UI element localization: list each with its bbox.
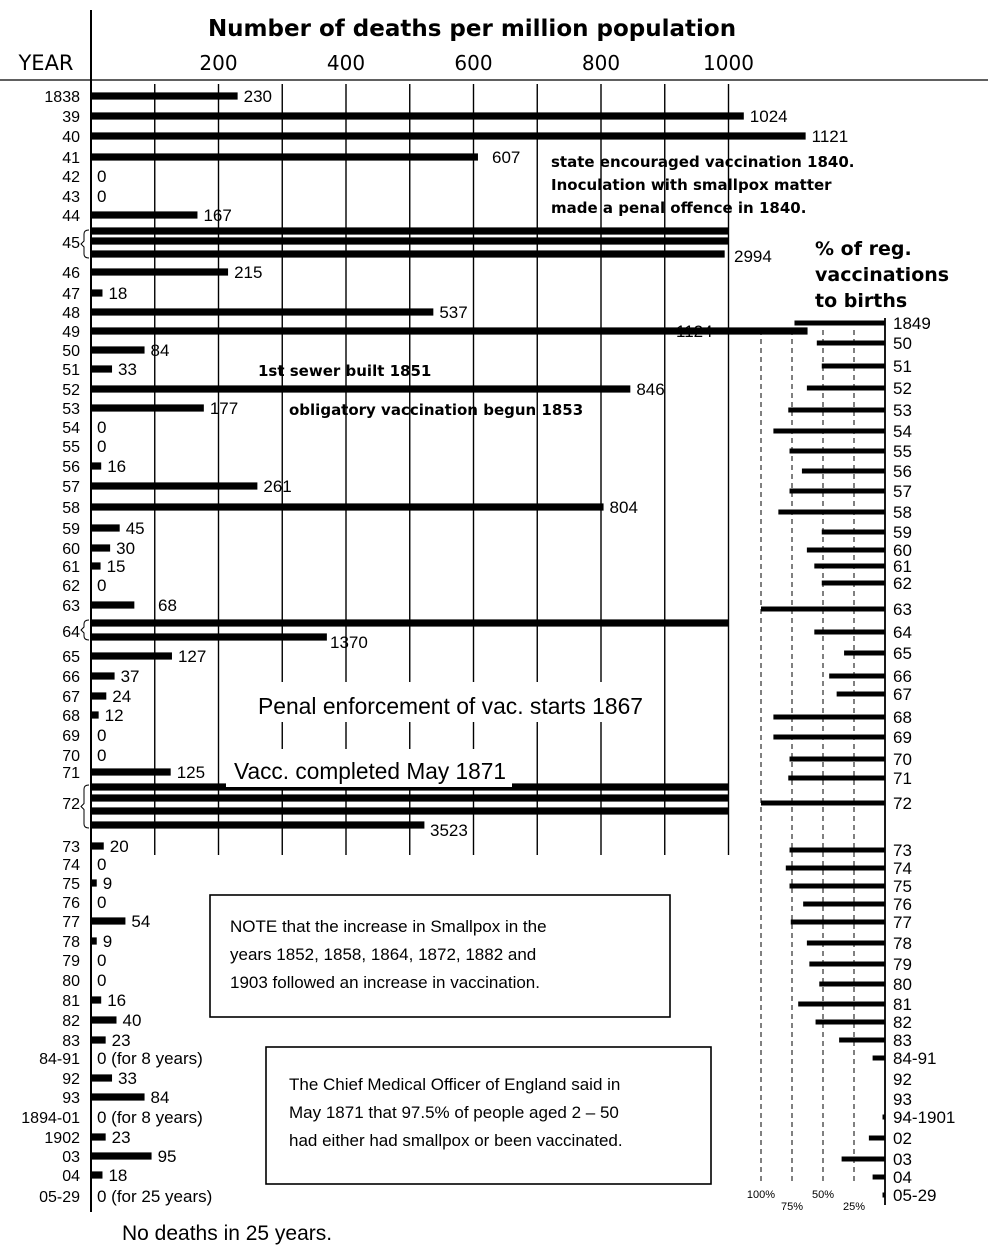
annotation-sewer-1851: 1st sewer built 1851	[258, 362, 432, 380]
vaccination-year-label-73: 73	[893, 841, 912, 860]
group-bracket-45	[81, 230, 89, 258]
year-label-84-91: 84-91	[39, 1051, 80, 1068]
vaccination-tick-75: 75%	[780, 1201, 804, 1213]
value-label-41: 607	[492, 148, 521, 167]
year-label-1838: 1838	[44, 89, 80, 106]
year-label-80: 80	[62, 973, 80, 990]
vaccination-year-label-68: 68	[893, 708, 912, 727]
year-label-71: 71	[62, 765, 80, 782]
vaccination-bar-63	[761, 607, 885, 612]
vaccination-year-label-04: 04	[893, 1168, 912, 1187]
year-label-79: 79	[62, 953, 80, 970]
bar-39	[91, 112, 744, 119]
value-label-50: 84	[150, 341, 170, 360]
bar-66	[91, 672, 115, 679]
vaccination-bar-60	[807, 548, 885, 553]
bar-41	[91, 153, 478, 160]
value-label-03: 95	[157, 1147, 177, 1166]
bar-60	[91, 544, 110, 551]
note-boxes	[210, 895, 711, 1184]
vaccination-year-label-51: 51	[893, 357, 912, 376]
vaccination-title-line: to births	[815, 290, 908, 312]
value-label-44: 167	[203, 206, 232, 225]
year-label-64: 64	[62, 624, 80, 641]
vaccination-year-label-60: 60	[893, 541, 912, 560]
year-label-44: 44	[62, 208, 80, 225]
value-label-74: 0	[97, 855, 107, 874]
value-label-76: 0	[97, 893, 107, 912]
bar-64	[91, 619, 729, 626]
year-label-48: 48	[62, 305, 80, 322]
bar-75	[91, 879, 97, 886]
vaccination-year-label-56: 56	[893, 462, 912, 481]
year-label-03: 03	[62, 1149, 80, 1166]
vaccination-year-label-53: 53	[893, 401, 912, 420]
value-label-75: 9	[102, 874, 113, 893]
vaccination-bar-71	[788, 776, 885, 781]
vaccination-year-label-58: 58	[893, 503, 912, 522]
value-label-39: 1024	[749, 107, 788, 126]
year-label-58: 58	[62, 500, 80, 517]
value-label-79: 0	[97, 951, 107, 970]
year-label-59: 59	[62, 521, 80, 538]
vaccination-year-label-65: 65	[893, 644, 912, 663]
value-label-40: 1121	[811, 127, 849, 146]
vaccination-year-label-71: 71	[893, 769, 912, 788]
vaccination-bar-82	[816, 1020, 885, 1025]
value-label-54: 0	[97, 418, 107, 437]
bar-68	[91, 711, 99, 718]
year-label-45: 45	[62, 235, 80, 252]
note-line-vaccination-increase: years 1852, 1858, 1864, 1872, 1882 and	[230, 945, 537, 964]
vaccination-bar-78	[807, 941, 885, 946]
value-label-1902: 23	[111, 1128, 131, 1147]
year-label-82: 82	[62, 1013, 80, 1030]
value-label-92: 33	[118, 1069, 137, 1088]
chart-title: Number of deaths per million population	[207, 16, 737, 42]
year-label-65: 65	[62, 649, 80, 666]
annotation-obligatory-1853: obligatory vaccination begun 1853	[289, 401, 584, 419]
year-label-39: 39	[62, 109, 80, 126]
vaccination-bar-83	[839, 1038, 885, 1043]
vaccination-tick-50: 50%	[811, 1189, 835, 1201]
year-label-78: 78	[62, 934, 80, 951]
value-label-84-91: 0 (for 8 years)	[97, 1049, 203, 1068]
x-tick-label-400: 400	[326, 51, 366, 75]
vaccination-year-label-78: 78	[893, 934, 912, 953]
bar-73	[91, 842, 104, 849]
value-label-70: 0	[97, 746, 107, 765]
vaccination-year-label-81: 81	[893, 995, 912, 1014]
x-tick-label-800: 800	[581, 51, 621, 75]
bar-04	[91, 1171, 102, 1178]
year-label-70: 70	[62, 748, 80, 765]
value-label-51: 33	[118, 360, 137, 379]
year-label-61: 61	[62, 559, 80, 576]
vaccination-title-line: vaccinations	[815, 264, 950, 286]
annotation-penal-enforcement-1867: Penal enforcement of vac. starts 1867	[258, 693, 643, 719]
vaccination-year-label-72: 72	[893, 794, 912, 813]
bar-92	[91, 1074, 112, 1081]
year-label-53: 53	[62, 401, 80, 418]
year-label-47: 47	[62, 286, 80, 303]
value-label-52: 846	[636, 380, 665, 399]
vaccination-bar-53	[788, 408, 885, 413]
value-label-73: 20	[109, 837, 129, 856]
value-label-80: 0	[97, 971, 107, 990]
annotation-vaccination-1840: state encouraged vaccination 1840.	[551, 153, 855, 171]
value-label-46: 215	[234, 263, 263, 282]
bar-72	[91, 821, 424, 828]
bar-45	[91, 250, 725, 257]
year-label-46: 46	[62, 265, 80, 282]
value-label-1838: 230	[243, 87, 272, 106]
vaccination-bar-69	[773, 735, 885, 740]
value-label-42: 0	[97, 167, 107, 186]
vaccination-bar-72	[761, 801, 885, 806]
year-label-93: 93	[62, 1090, 80, 1107]
value-label-93: 84	[150, 1088, 170, 1107]
bar-61	[91, 562, 101, 569]
year-label-62: 62	[62, 578, 80, 595]
value-label-48: 537	[439, 303, 468, 322]
vaccination-year-label-70: 70	[893, 750, 912, 769]
value-label-43: 0	[97, 187, 107, 206]
vaccination-bar-51	[822, 364, 885, 369]
x-tick-label-600: 600	[454, 51, 493, 75]
year-label-43: 43	[62, 189, 80, 206]
value-label-72: 3523	[430, 821, 468, 840]
vaccination-bar-62	[822, 581, 885, 586]
note-line-vaccination-increase: 1903 followed an increase in vaccination.	[230, 973, 540, 992]
bar-44	[91, 211, 197, 218]
year-label-67: 67	[62, 689, 80, 706]
year-label-81: 81	[62, 993, 80, 1010]
bar-47	[91, 289, 102, 296]
year-label-69: 69	[62, 728, 80, 745]
annotation-penal-offence: made a penal offence in 1840.	[551, 199, 807, 217]
vaccination-year-label-64: 64	[893, 623, 912, 642]
vaccination-year-label-82: 82	[893, 1013, 912, 1032]
bar-71	[91, 768, 171, 775]
vaccination-bar-66	[829, 674, 885, 679]
vaccination-bar-52	[807, 386, 885, 391]
year-label-54: 54	[62, 420, 80, 437]
vaccination-bar-77	[791, 920, 885, 925]
x-axis-ticks	[199, 51, 754, 75]
bar-03	[91, 1152, 152, 1159]
year-label-57: 57	[62, 479, 80, 496]
value-label-81: 16	[107, 991, 127, 1010]
vaccination-year-label-50: 50	[893, 334, 912, 353]
year-label-66: 66	[62, 669, 80, 686]
bar-82	[91, 1016, 117, 1023]
vaccination-bar-58	[778, 510, 885, 515]
vaccination-year-label-59: 59	[893, 523, 912, 542]
year-label-40: 40	[62, 129, 80, 146]
vaccination-bar-61	[814, 564, 885, 569]
vaccination-year-label-03: 03	[893, 1150, 912, 1169]
vaccination-panel	[747, 238, 955, 1213]
value-label-69: 0	[97, 726, 107, 745]
vaccination-bar-05-29	[883, 1193, 885, 1198]
bar-63	[91, 601, 134, 608]
vaccination-year-label-1849: 1849	[893, 314, 931, 333]
vaccination-bar-81	[798, 1002, 885, 1007]
vaccination-bar-56	[802, 469, 885, 474]
vaccination-bar-70	[790, 757, 885, 762]
bar-57	[91, 482, 257, 489]
year-label-68: 68	[62, 708, 80, 725]
value-label-53: 177	[209, 399, 239, 418]
vaccination-year-label-94-1901: 94-1901	[893, 1108, 956, 1127]
year-label-77: 77	[62, 914, 80, 931]
bar-40	[91, 132, 806, 139]
bar-45	[91, 227, 729, 234]
vaccination-year-label-74: 74	[893, 859, 912, 878]
vaccination-year-label-66: 66	[893, 667, 912, 686]
year-label-41: 41	[62, 150, 80, 167]
bar-78	[91, 937, 97, 944]
year-label-49: 49	[62, 324, 80, 341]
bar-52	[91, 385, 630, 392]
value-label-59: 45	[125, 519, 145, 538]
bar-53	[91, 404, 204, 411]
bar-67	[91, 692, 106, 699]
value-label-57: 261	[263, 477, 292, 496]
annotation-vacc-completed-1871: Vacc. completed May 1871	[234, 758, 506, 784]
vaccination-year-label-93: 93	[893, 1090, 912, 1109]
year-label-60: 60	[62, 541, 80, 558]
vaccination-year-label-75: 75	[893, 877, 912, 896]
x-tick-label-1000: 1000	[703, 51, 754, 75]
year-label-63: 63	[62, 598, 80, 615]
year-label-42: 42	[62, 169, 80, 186]
vaccination-year-label-61: 61	[893, 557, 912, 576]
vaccination-year-label-67: 67	[893, 685, 912, 704]
value-label-56: 16	[107, 457, 127, 476]
vaccination-year-label-76: 76	[893, 895, 912, 914]
year-label-52: 52	[62, 382, 80, 399]
bar-51	[91, 365, 112, 372]
value-label-1894-01: 0 (for 8 years)	[97, 1108, 203, 1127]
bar-1902	[91, 1133, 106, 1140]
vaccination-year-label-55: 55	[893, 442, 912, 461]
vaccination-year-label-80: 80	[893, 975, 912, 994]
vaccination-bar-57	[790, 489, 885, 494]
bar-77	[91, 917, 125, 924]
year-label-92: 92	[62, 1071, 80, 1088]
vaccination-bar-73	[790, 848, 885, 853]
vaccination-bar-50	[817, 341, 885, 346]
vaccination-bar-64	[814, 630, 885, 635]
year-label-1902: 1902	[44, 1130, 80, 1147]
group-bracket-72	[81, 785, 89, 828]
note-line-chief-medical-officer: The Chief Medical Officer of England said in	[289, 1075, 621, 1094]
bar-1838	[91, 92, 238, 99]
bar-93	[91, 1093, 145, 1100]
year-label-55: 55	[62, 439, 80, 456]
value-label-83: 23	[111, 1031, 131, 1050]
vaccination-year-label-57: 57	[893, 482, 912, 501]
value-label-63: 68	[158, 596, 177, 615]
value-label-77: 54	[131, 912, 151, 931]
note-line-vaccination-increase: NOTE that the increase in Smallpox in the	[230, 917, 547, 936]
value-label-61: 15	[106, 557, 126, 576]
year-label-51: 51	[62, 362, 80, 379]
vaccination-bar-02	[869, 1136, 885, 1141]
vaccination-bar-94-1901	[883, 1115, 885, 1120]
note-line-chief-medical-officer: had either had smallpox or been vaccinated.	[289, 1131, 623, 1150]
year-label-83: 83	[62, 1033, 80, 1050]
value-label-71: 125	[176, 763, 206, 782]
value-label-45: 2994	[734, 247, 772, 266]
vaccination-bar-74	[786, 866, 885, 871]
bar-50	[91, 346, 145, 353]
year-label-73: 73	[62, 839, 80, 856]
year-label-56: 56	[62, 459, 80, 476]
value-label-49: 1124	[676, 322, 713, 341]
vaccination-bar-55	[790, 449, 885, 454]
vaccination-year-label-79: 79	[893, 955, 912, 974]
year-label-74: 74	[62, 857, 80, 874]
year-label-1894-01: 1894-01	[21, 1110, 80, 1127]
value-label-58: 804	[609, 498, 638, 517]
annotation-inoculation: Inoculation with smallpox matter	[551, 176, 832, 194]
year-label-05-29: 05-29	[39, 1189, 80, 1206]
bar-58	[91, 503, 604, 510]
value-label-05-29: 0 (for 25 years)	[97, 1187, 213, 1206]
value-label-47: 18	[108, 284, 128, 303]
x-tick-label-200: 200	[199, 51, 238, 75]
vaccination-year-label-83: 83	[893, 1031, 912, 1050]
vaccination-tick-25: 25%	[842, 1201, 866, 1213]
vaccination-bar-75	[790, 884, 885, 889]
vaccination-bar-68	[773, 715, 885, 720]
vaccination-bar-59	[822, 530, 885, 535]
vaccination-bar-67	[837, 692, 885, 697]
vaccination-year-label-52: 52	[893, 379, 912, 398]
group-bracket-64	[81, 620, 89, 640]
year-axis-label: YEAR	[18, 51, 74, 75]
year-label-76: 76	[62, 895, 80, 912]
bar-48	[91, 308, 433, 315]
vaccination-bar-04	[873, 1175, 885, 1180]
value-label-78: 9	[102, 932, 113, 951]
vaccination-bar-65	[844, 651, 885, 656]
vaccination-bar-03	[842, 1157, 885, 1162]
vaccination-tick-100: 100%	[746, 1189, 776, 1201]
vaccination-year-label-69: 69	[893, 728, 912, 747]
year-label-75: 75	[62, 876, 80, 893]
year-labels	[21, 89, 89, 1206]
note-line-chief-medical-officer: May 1871 that 97.5% of people aged 2 – 50	[289, 1103, 619, 1122]
year-label-04: 04	[62, 1168, 80, 1185]
vaccination-year-label-92: 92	[893, 1070, 912, 1089]
bar-65	[91, 652, 172, 659]
vaccination-year-label-62: 62	[893, 574, 912, 593]
bar-64	[91, 633, 327, 640]
value-label-67: 24	[112, 687, 132, 706]
vaccination-bar-80	[819, 982, 885, 987]
year-label-50: 50	[62, 343, 80, 360]
vaccination-title-line: % of reg.	[815, 238, 912, 260]
bar-46	[91, 268, 228, 275]
value-label-68: 12	[104, 706, 124, 725]
bar-45	[91, 237, 729, 244]
value-label-82: 40	[122, 1011, 142, 1030]
vaccination-year-label-77: 77	[893, 913, 912, 932]
vaccination-bar-79	[809, 962, 885, 967]
bar-59	[91, 524, 120, 531]
value-label-64: 1370	[330, 633, 368, 652]
vaccination-bar-76	[803, 902, 885, 907]
value-label-60: 30	[116, 539, 136, 558]
vaccination-year-label-02: 02	[893, 1129, 912, 1148]
bar-83	[91, 1036, 106, 1043]
vaccination-bar-1849	[794, 321, 885, 326]
vaccination-year-label-84-91: 84-91	[893, 1049, 937, 1068]
vaccination-year-label-54: 54	[893, 422, 912, 441]
footer-text: No deaths in 25 years.	[122, 1222, 333, 1245]
value-label-65: 127	[177, 647, 207, 666]
vaccination-year-label-05-29: 05-29	[893, 1186, 937, 1205]
bar-81	[91, 996, 101, 1003]
bar-72	[91, 794, 729, 801]
bar-56	[91, 462, 101, 469]
value-label-55: 0	[97, 437, 107, 456]
vaccination-bar-54	[773, 429, 885, 434]
value-label-66: 37	[120, 667, 140, 686]
year-label-72: 72	[62, 796, 80, 813]
vaccination-bar-84-91	[873, 1056, 885, 1061]
vaccination-year-label-63: 63	[893, 600, 912, 619]
value-label-04: 18	[108, 1166, 128, 1185]
bar-72	[91, 807, 729, 814]
value-label-62: 0	[97, 576, 107, 595]
